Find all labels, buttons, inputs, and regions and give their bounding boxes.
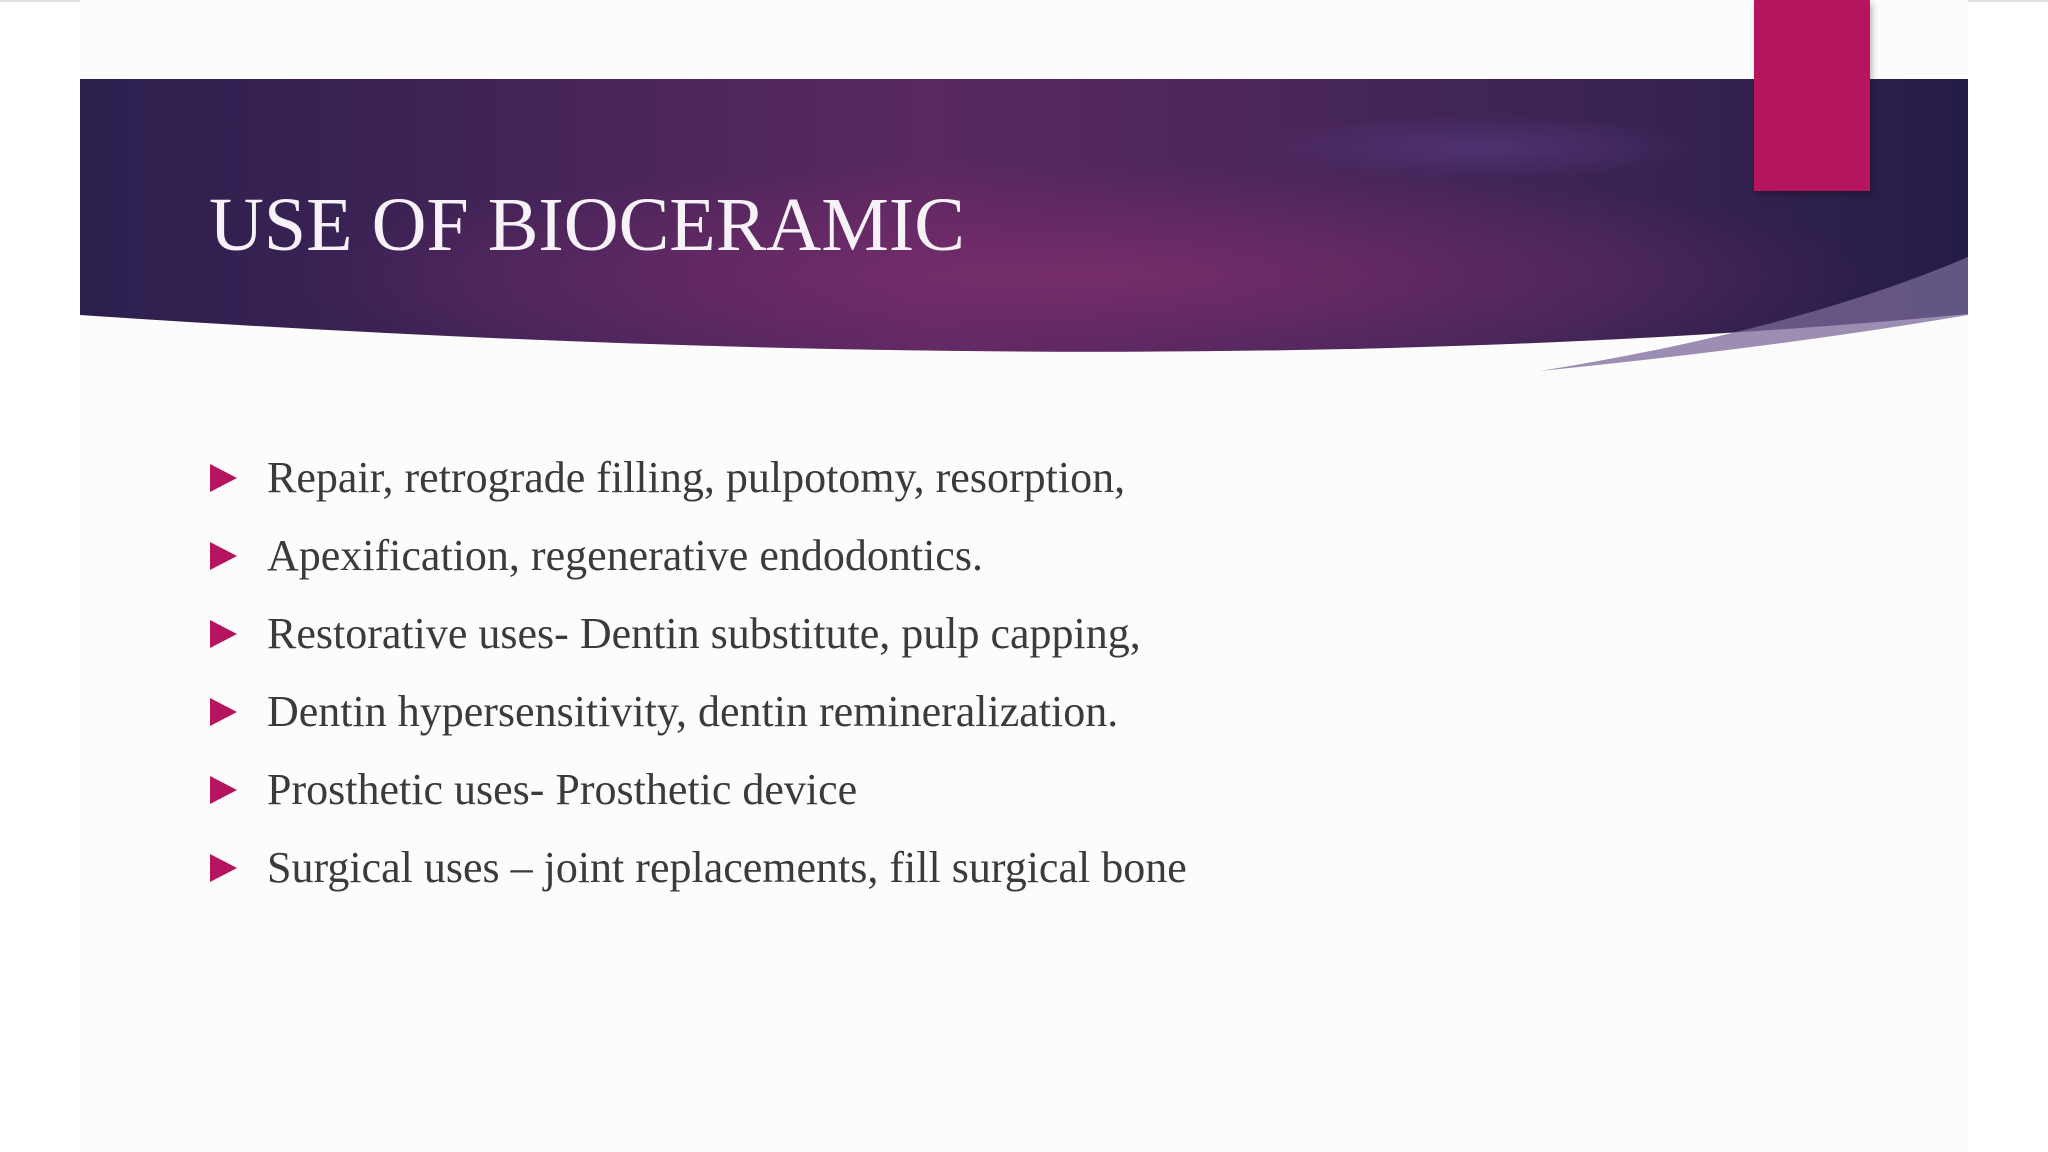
- triangle-right-icon: [210, 698, 237, 726]
- list-item: [210, 751, 1187, 829]
- list-item: [210, 829, 1187, 907]
- bullet-text: Dentin hypersensitivity, dentin remineralization.: [267, 687, 1119, 736]
- triangle-right-icon: [210, 620, 237, 648]
- triangle-right-icon: [210, 776, 237, 804]
- bullet-list: [210, 439, 1187, 907]
- list-item: [210, 439, 1187, 517]
- triangle-right-icon: [210, 854, 237, 882]
- list-item: [210, 517, 1187, 595]
- accent-tab: [1754, 0, 1870, 191]
- list-item: [210, 673, 1187, 751]
- bullet-text: Surgical uses – joint replacements, fill surgical bone: [267, 843, 1187, 892]
- slide-title: USE OF BIOCERAMIC: [209, 183, 965, 267]
- triangle-right-icon: [210, 464, 237, 492]
- bullet-text: Apexification, regenerative endodontics.: [267, 531, 983, 580]
- list-item: [210, 595, 1187, 673]
- bullet-text: Prosthetic uses- Prosthetic device: [267, 765, 858, 814]
- triangle-right-icon: [210, 542, 237, 570]
- bullet-text: Repair, retrograde filling, pulpotomy, resorption,: [267, 453, 1126, 502]
- bullet-text: Restorative uses- Dentin substitute, pulp capping,: [267, 609, 1141, 658]
